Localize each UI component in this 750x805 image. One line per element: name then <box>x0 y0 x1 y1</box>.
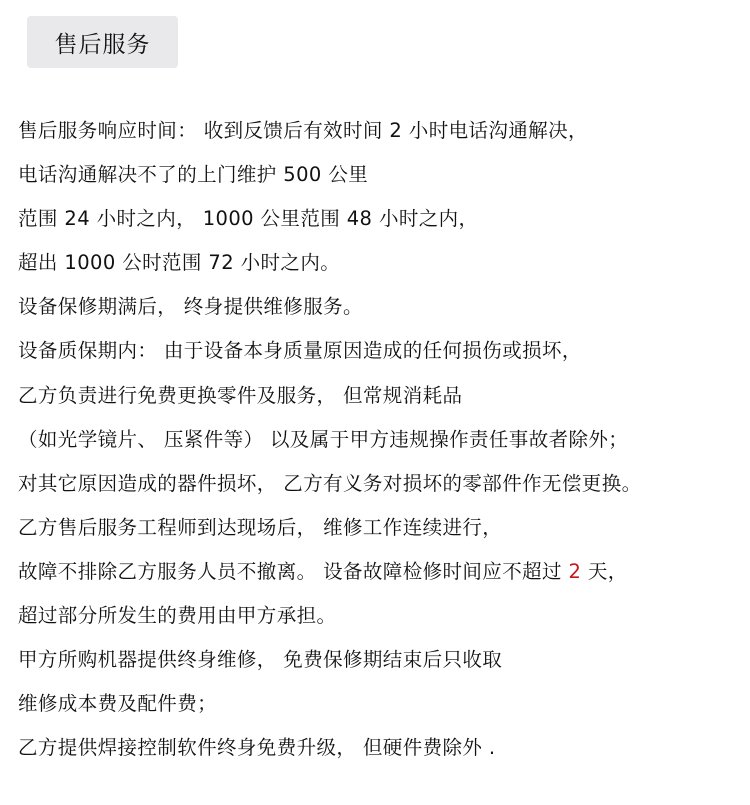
term-line-12: 超过部分所发生的费用由甲方承担。 <box>18 604 337 628</box>
term-line-11 <box>18 550 748 594</box>
term-line-7: 乙方负责进行免费更换零件及服务， 但常规消耗品 <box>18 383 463 407</box>
service-terms <box>18 109 748 770</box>
page-title: 售后服务 <box>27 16 178 68</box>
term-line-15: 乙方提供焊接控制软件终身免费升级， 但硬件费除外 . <box>18 736 496 760</box>
term-line-3: 范围 24 小时之内， 1000 公里范围 48 小时之内， <box>18 207 479 231</box>
term-line-1: 售后服务响应时间： 收到反馈后有效时间 2 小时电话沟通解决， <box>18 119 588 142</box>
term-line-2: 电话沟通解决不了的上门维护 500 公里 <box>18 163 369 187</box>
term-line-6: 设备质保期内： 由于设备本身质量原因造成的任何损伤或损坏， <box>18 339 582 363</box>
term-line-4: 超出 1000 公时范围 72 小时之内。 <box>18 251 341 275</box>
term-line-8: （如光学镜片、 压紧件等） 以及属于甲方违规操作责任事故者除外； <box>18 427 629 451</box>
term-line-5: 设备保修期满后， 终身提供维修服务。 <box>18 295 363 319</box>
highlight-days: 2 <box>568 559 582 583</box>
term-line-11-before: 故障不排除乙方服务人员不撤离。 设备故障检修时间应不超过 <box>18 559 569 583</box>
term-line-11-after: 天， <box>581 559 628 583</box>
term-line-9: 对其它原因造成的器件损坏， 乙方有义务对损坏的零部件作无偿更换。 <box>18 471 642 495</box>
term-line-10: 乙方售后服务工程师到达现场后， 维修工作连续进行， <box>18 515 503 539</box>
term-line-14: 维修成本费及配件费； <box>18 692 218 716</box>
term-line-13: 甲方所购机器提供终身维修， 免费保修期结束后只收取 <box>18 648 503 672</box>
